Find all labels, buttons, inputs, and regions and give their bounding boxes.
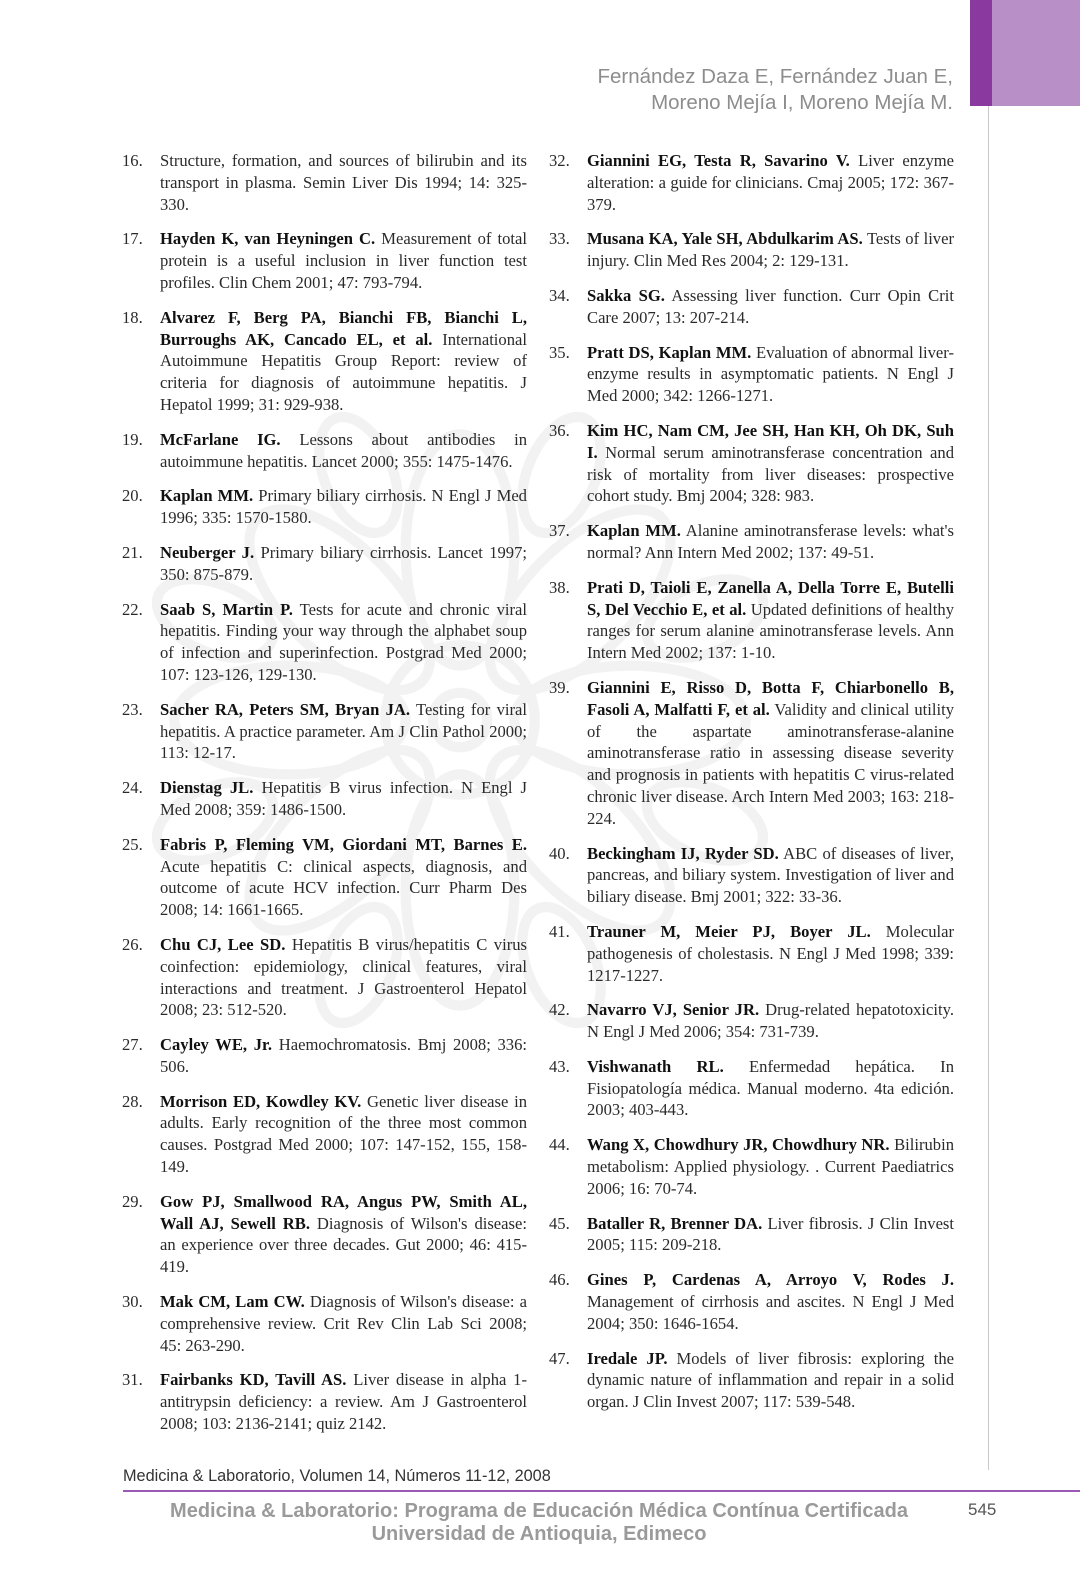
- reference-text: Tests for acute and chronic viral hepatitis. Finding your way through the alphabet soup of infection and superinfection. Postgrad Med 2000; 107: 123-126, 129-130.: [160, 599, 527, 684]
- reference-body: [160, 150, 527, 215]
- reference-item: [549, 150, 954, 215]
- footer-program-line-1: Medicina & Laboratorio: Programa de Educación Médica Contínua Certificada: [170, 1500, 908, 1522]
- reference-item: [122, 1091, 527, 1178]
- reference-item: [122, 542, 527, 586]
- reference-body: [160, 1191, 527, 1278]
- running-header-authors: [597, 64, 953, 116]
- reference-body: [160, 228, 527, 293]
- reference-number: 47.: [549, 1348, 570, 1368]
- reference-authors: Dienstag JL.: [160, 778, 254, 798]
- reference-body: [160, 934, 527, 1021]
- reference-authors: Giannini E, Risso D, Botta F, Chiarbonello B, Fasoli A, Malfatti F, et al.: [587, 677, 954, 719]
- reference-number: 39.: [549, 677, 570, 697]
- reference-body: [587, 999, 954, 1043]
- reference-text: Normal serum aminotransferase concentration and risk of mortality from liver diseases: prospective cohort study. Bmj 2004; 328: 983.: [587, 442, 954, 506]
- reference-number: 18.: [122, 307, 143, 327]
- header-authors-line-1: Fernández Daza E, Fernández Juan E,: [597, 65, 953, 88]
- reference-body: [587, 1348, 954, 1413]
- reference-number: 21.: [122, 542, 143, 562]
- reference-number: 19.: [122, 429, 143, 449]
- reference-number: 33.: [549, 229, 570, 249]
- reference-authors: McFarlane IG.: [160, 429, 281, 449]
- reference-item: [549, 520, 954, 564]
- reference-authors: Sacher RA, Peters SM, Bryan JA.: [160, 699, 411, 719]
- reference-authors: Morrison ED, Kowdley KV.: [160, 1091, 362, 1111]
- vertical-margin-rule: [988, 106, 989, 1470]
- reference-item: [122, 934, 527, 1021]
- reference-authors: Saab S, Martin P.: [160, 599, 293, 619]
- reference-text: Management of cirrhosis and ascites. N Engl J Med 2004; 350: 1646-1654.: [587, 1292, 954, 1333]
- reference-item: [549, 1213, 954, 1257]
- footer-journal-citation: Medicina & Laboratorio, Volumen 14, Números 11-12, 2008: [123, 1467, 551, 1485]
- reference-authors: Mak CM, Lam CW.: [160, 1292, 305, 1312]
- reference-number: 26.: [122, 934, 143, 954]
- references-right-column: [549, 150, 954, 1426]
- reference-number: 27.: [122, 1035, 143, 1055]
- reference-item: [122, 1369, 527, 1434]
- reference-body: [160, 1291, 527, 1356]
- reference-item: [549, 677, 954, 830]
- reference-body: [587, 150, 954, 215]
- reference-item: [122, 228, 527, 293]
- reference-body: [160, 834, 527, 921]
- reference-authors: Gow PJ, Smallwood RA, Angus PW, Smith AL, Wall AJ, Sewell RB.: [160, 1191, 527, 1233]
- reference-item: [122, 699, 527, 764]
- reference-number: 41.: [549, 921, 570, 941]
- reference-body: [160, 485, 527, 529]
- reference-number: 37.: [549, 521, 570, 541]
- reference-number: 40.: [549, 843, 570, 863]
- reference-body: [160, 307, 527, 416]
- reference-text: Liver disease in alpha 1-antitrypsin deficiency: a review. Am J Gastroenterol 2008; 103: 2136-2141; quiz 2142.: [160, 1370, 527, 1434]
- footer-divider: [123, 1490, 1080, 1492]
- reference-text: Primary biliary cirrhosis. Lancet 1997; 350: 875-879.: [160, 542, 528, 584]
- reference-item: [549, 342, 954, 407]
- reference-body: [160, 1034, 527, 1078]
- reference-item: [549, 1348, 954, 1413]
- reference-body: [160, 777, 527, 821]
- reference-item: [549, 921, 954, 986]
- reference-item: [122, 1291, 527, 1356]
- reference-authors: Kaplan MM.: [587, 521, 681, 541]
- reference-number: 34.: [549, 285, 570, 305]
- reference-number: 45.: [549, 1213, 570, 1233]
- reference-authors: Alvarez F, Berg PA, Bianchi FB, Bianchi L, Burroughs AK, Cancado EL, et al.: [160, 307, 527, 349]
- reference-authors: Bataller R, Brenner DA.: [587, 1213, 763, 1233]
- reference-text: Measurement of total protein is a useful inclusion in liver function test profiles. Clin Chem 2001; 47: 793-794.: [160, 229, 527, 292]
- reference-authors: Fabris P, Fleming VM, Giordani MT, Barnes E.: [160, 834, 527, 854]
- reference-item: [549, 577, 954, 664]
- reference-item: [549, 228, 954, 272]
- reference-number: 43.: [549, 1056, 570, 1076]
- reference-item: [122, 834, 527, 921]
- reference-authors: Prati D, Taioli E, Zanella A, Della Torre E, Butelli S, Del Vecchio E, et al.: [587, 577, 954, 619]
- reference-number: 23.: [122, 699, 143, 719]
- reference-number: 20.: [122, 486, 143, 506]
- reference-body: [587, 1269, 954, 1334]
- reference-authors: Kim HC, Nam CM, Jee SH, Han KH, Oh DK, Suh I.: [587, 420, 954, 462]
- reference-body: [160, 542, 527, 586]
- reference-authors: Cayley WE, Jr.: [160, 1035, 273, 1055]
- reference-authors: Wang X, Chowdhury JR, Chowdhury NR.: [587, 1135, 890, 1155]
- reference-text: Genetic liver disease in adults. Early recognition of the three most common causes. Postgrad Med 2000; 107: 147-152, 155, 158-149.: [160, 1091, 527, 1177]
- reference-text: Hepatitis B virus/hepatitis C virus coinfection: epidemiology, clinical features, viral interactions and treatment. J Gastroenterol Hepatol 2008; 23: 512-520.: [160, 934, 527, 1020]
- reference-item: [549, 1134, 954, 1199]
- reference-body: [587, 342, 954, 407]
- corner-color-tab: [970, 0, 1080, 106]
- reference-item: [549, 420, 954, 507]
- reference-number: 17.: [122, 229, 143, 249]
- reference-text: Bilirubin metabolism: Applied physiology. . Current Paediatrics 2006; 16: 70-74.: [587, 1135, 954, 1198]
- reference-item: [122, 1034, 527, 1078]
- reference-authors: Pratt DS, Kaplan MM.: [587, 342, 752, 362]
- reference-text: Testing for viral hepatitis. A practice parameter. Am J Clin Pathol 2000; 113: 12-17.: [160, 699, 527, 763]
- reference-body: [160, 1091, 527, 1178]
- reference-text: Validity and clinical utility of the aspartate aminotransferase-alanine aminotransferase ratio in assessing disease severity and prognosis in patients with hepatitis C virus-related chronic liver disease. Arch Intern Med 2003; 163: 218-224.: [587, 699, 954, 828]
- reference-text: Drug-related hepatotoxicity. N Engl J Med 2006; 354: 731-739.: [587, 1000, 954, 1042]
- reference-body: [587, 1056, 954, 1121]
- reference-number: 28.: [122, 1091, 143, 1111]
- reference-number: 44.: [549, 1135, 570, 1155]
- reference-authors: Fairbanks KD, Tavill AS.: [160, 1370, 347, 1390]
- reference-body: [587, 1134, 954, 1199]
- reference-item: [122, 1191, 527, 1278]
- reference-body: [587, 843, 954, 908]
- reference-text: Updated definitions of healthy ranges for serum alanine aminotransferase levels. Ann Intern Med 2002; 137: 1-10.: [587, 599, 954, 663]
- reference-text: ABC of diseases of liver, pancreas, and biliary system. Investigation of liver and biliary disease. Bmj 2001; 322: 33-36.: [587, 843, 955, 907]
- reference-authors: Beckingham IJ, Ryder SD.: [587, 843, 779, 863]
- reference-authors: Sakka SG.: [587, 285, 665, 305]
- header-authors-line-2: Moreno Mejía I, Moreno Mejía M.: [651, 91, 953, 114]
- reference-item: [122, 599, 527, 686]
- reference-text: Tests of liver injury. Clin Med Res 2004; 2: 129-131.: [587, 229, 954, 271]
- reference-item: [549, 285, 954, 329]
- reference-authors: Giannini EG, Testa R, Savarino V.: [587, 151, 850, 170]
- reference-number: 31.: [122, 1370, 143, 1390]
- reference-number: 22.: [122, 599, 143, 619]
- reference-text: Alanine aminotransferase levels: what's normal? Ann Intern Med 2002; 137: 49-51.: [587, 521, 954, 562]
- reference-body: [587, 420, 954, 507]
- reference-authors: Musana KA, Yale SH, Abdulkarim AS.: [587, 229, 863, 249]
- reference-item: [122, 777, 527, 821]
- reference-text: Acute hepatitis C: clinical aspects, diagnosis, and outcome of acute HCV infection. Curr Pharm Des 2008; 14: 1661-1665.: [160, 856, 527, 920]
- reference-number: 32.: [549, 151, 570, 170]
- footer-program-title: [123, 1500, 955, 1546]
- reference-body: [587, 520, 954, 564]
- reference-item: [122, 307, 527, 416]
- reference-text: Evaluation of abnormal liver-enzyme results in asymptomatic patients. N Engl J Med 2000; 342: 1266-1271.: [587, 342, 954, 406]
- reference-body: [160, 429, 527, 473]
- reference-authors: Trauner M, Meier PJ, Boyer JL.: [587, 921, 871, 941]
- reference-number: 42.: [549, 1000, 570, 1020]
- reference-authors: Kaplan MM.: [160, 486, 254, 506]
- footer-program-line-2: Universidad de Antioquia, Edimeco: [371, 1523, 707, 1545]
- reference-authors: Hayden K, van Heyningen C.: [160, 229, 376, 249]
- reference-item: [122, 485, 527, 529]
- reference-text: Haemochromatosis. Bmj 2008; 336: 506.: [160, 1035, 528, 1076]
- reference-number: 30.: [122, 1292, 143, 1312]
- reference-text: Liver fibrosis. J Clin Invest 2005; 115: 209-218.: [587, 1213, 954, 1255]
- reference-body: [587, 921, 954, 986]
- reference-text: Primary biliary cirrhosis. N Engl J Med 1996; 335: 1570-1580.: [160, 486, 527, 528]
- reference-text: Assessing liver function. Curr Opin Crit Care 2007; 13: 207-214.: [587, 285, 954, 327]
- reference-body: [587, 285, 954, 329]
- reference-number: 38.: [549, 577, 570, 597]
- reference-item: [122, 429, 527, 473]
- reference-body: [587, 677, 954, 830]
- reference-number: 25.: [122, 834, 143, 854]
- reference-text: Molecular pathogenesis of cholestasis. N Engl J Med 1998; 339: 1217-1227.: [587, 921, 954, 985]
- reference-text: Enfermedad hepática. In Fisiopatología médica. Manual moderno. 4ta edición. 2003; 403-443.: [587, 1056, 954, 1120]
- reference-body: [587, 577, 954, 664]
- reference-text: Models of liver fibrosis: exploring the dynamic nature of inflammation and repair in a solid organ. J Clin Invest 2007; 117: 539-548.: [587, 1348, 954, 1412]
- reference-text: International Autoimmune Hepatitis Group Report: review of criteria for diagnosis of autoimmune hepatitis. J Hepatol 1999; 31: 929-938.: [160, 329, 527, 414]
- reference-authors: Gines P, Cardenas A, Arroyo V, Rodes J.: [587, 1270, 954, 1290]
- reference-body: [160, 1369, 527, 1434]
- reference-text: Diagnosis of Wilson's disease: a comprehensive review. Crit Rev Clin Lab Sci 2008; 45: 263-290.: [160, 1292, 527, 1355]
- reference-authors: Navarro VJ, Senior JR.: [587, 1000, 760, 1020]
- reference-body: [587, 1213, 954, 1257]
- reference-number: 24.: [122, 778, 143, 798]
- page-number: 545: [968, 1500, 997, 1519]
- references-left-column: [122, 150, 527, 1448]
- reference-text: Liver enzyme alteration: a guide for clinicians. Cmaj 2005; 172: 367-379.: [587, 151, 955, 214]
- reference-authors: Vishwanath RL.: [587, 1056, 724, 1076]
- reference-text: Lessons about antibodies in autoimmune hepatitis. Lancet 2000; 355: 1475-1476.: [160, 429, 527, 471]
- reference-number: 46.: [549, 1270, 570, 1290]
- reference-authors: Iredale JP.: [587, 1348, 668, 1368]
- reference-number: 36.: [549, 420, 570, 440]
- reference-text: Diagnosis of Wilson's disease: an experience over three decades. Gut 2000; 46: 415-419.: [160, 1213, 527, 1277]
- reference-authors: Chu CJ, Lee SD.: [160, 934, 286, 954]
- reference-item: [549, 1269, 954, 1334]
- reference-authors: Neuberger J.: [160, 542, 255, 562]
- reference-body: [587, 228, 954, 272]
- reference-text: Structure, formation, and sources of bilirubin and its transport in plasma. Semin Liver Dis 1994; 14: 325-330.: [160, 151, 527, 214]
- reference-number: 29.: [122, 1191, 143, 1211]
- reference-number: 16.: [122, 151, 143, 170]
- reference-body: [160, 599, 527, 686]
- reference-text: Hepatitis B virus infection. N Engl J Med 2008; 359: 1486-1500.: [160, 778, 527, 819]
- reference-item: [549, 843, 954, 908]
- reference-body: [160, 699, 527, 764]
- reference-item: [549, 999, 954, 1043]
- reference-item: [549, 1056, 954, 1121]
- reference-item: [122, 150, 527, 215]
- reference-number: 35.: [549, 342, 570, 362]
